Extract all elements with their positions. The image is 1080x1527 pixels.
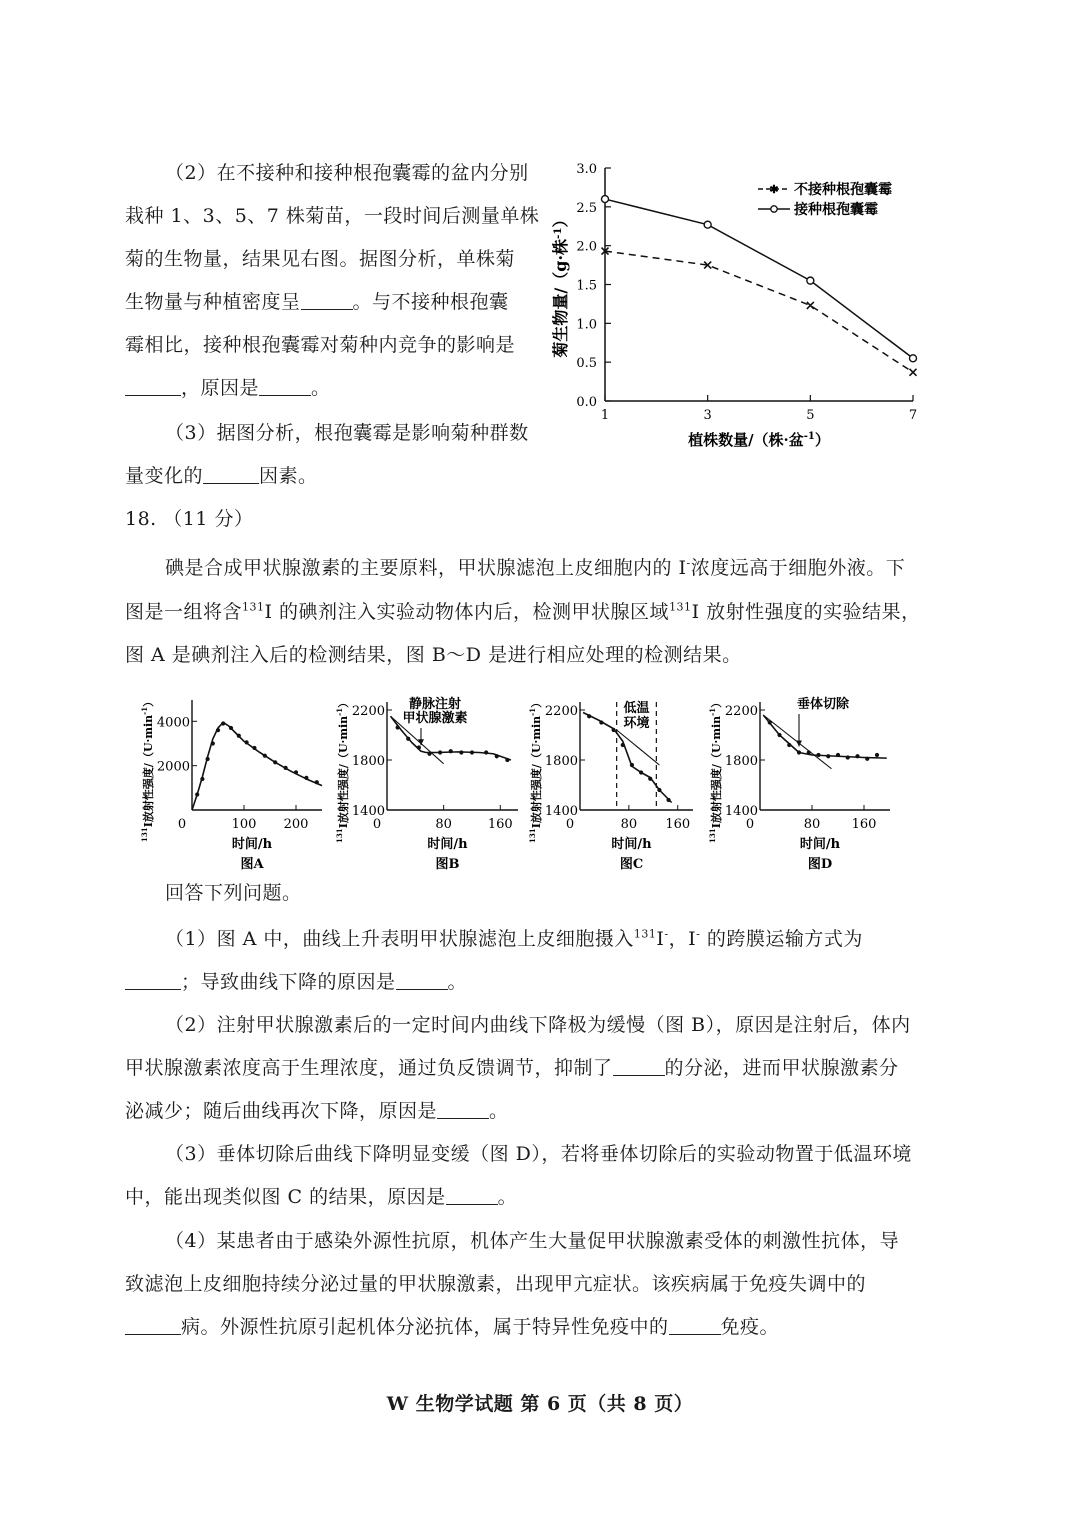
trend-line [763, 715, 831, 769]
q18-answer-prompt: 回答下列问题。 [165, 882, 302, 904]
q18-p3-line1: （3）垂体切除后曲线下降明显变缓（图 D），若将垂体切除后的实验动物置于低温环境 [165, 1143, 912, 1165]
y-axis-label-part: 131 [528, 828, 537, 844]
data-point [221, 721, 225, 725]
data-point [396, 725, 400, 729]
data-point [846, 755, 850, 759]
superscript: 131 [242, 600, 265, 614]
x-tick-label: 100 [231, 817, 257, 832]
data-point [807, 277, 814, 284]
y-axis-label-part: I放射性强度/（U·min [530, 715, 543, 829]
x-axis-label: 时间/h [427, 837, 468, 852]
data-point [284, 766, 288, 770]
q18-heading: 18. （11 分） [125, 508, 254, 530]
data-point [195, 792, 199, 796]
y-tick-label: 0.0 [576, 395, 597, 410]
y-axis-label [551, 211, 570, 357]
biomass-chart [540, 148, 940, 458]
data-point [836, 753, 840, 757]
annotation-text: 垂体切除 [796, 697, 850, 712]
x-tick-label: 160 [487, 817, 513, 832]
answer-blank[interactable] [259, 375, 311, 396]
superscript: - [696, 927, 701, 941]
y-axis-label-part: I放射性强度/（U·min [710, 715, 723, 829]
data-point [449, 749, 453, 753]
answer-blank[interactable] [203, 463, 259, 484]
series-line [605, 251, 913, 372]
q17-part2-line6 [125, 367, 331, 409]
chart-d [708, 688, 898, 878]
answer-blank[interactable] [446, 1184, 498, 1205]
trend-line [617, 730, 660, 765]
y-axis-label [528, 697, 543, 843]
superscript: 131 [669, 600, 692, 614]
y-axis-label-part: -1 [528, 707, 537, 716]
data-point [875, 753, 879, 757]
x-tick-label: 0 [372, 817, 382, 832]
q18-p2-line1: （2）注射甲状腺激素后的一定时间内曲线下降极为缓慢（图 B），原因是注射后，体内 [165, 1014, 911, 1036]
y-axis-label-part: ） [710, 696, 723, 708]
q17-part2-line4 [125, 281, 509, 323]
text: 因素。 [259, 465, 318, 487]
text: （1）图 A 中，曲线上升表明甲状腺滤泡上皮细胞摄入 [165, 928, 634, 950]
x-axis-label [688, 431, 830, 449]
y-tick-label: 1800 [544, 754, 578, 769]
data-point [910, 369, 917, 376]
y-axis-label-part: I放射性强度/（U·min [337, 715, 350, 829]
y-tick-label: 2.5 [576, 200, 597, 216]
data-point [630, 763, 634, 767]
y-axis-label-part: ） [551, 211, 570, 228]
data-point [294, 770, 298, 774]
data-point [417, 745, 421, 749]
data-point [826, 754, 830, 758]
q18-p2-line3 [125, 1090, 509, 1132]
data-point [865, 757, 869, 761]
data-point [797, 750, 801, 754]
text: 。与不接种根孢囊 [352, 291, 509, 313]
data-point [263, 754, 267, 758]
y-axis-label-part: -1 [552, 227, 564, 239]
data-point [211, 741, 215, 745]
text: 碘是合成甲状腺激素的主要原料，甲状腺滤泡上皮细胞内的 I [165, 557, 687, 579]
data-point [459, 750, 463, 754]
text: ；导致曲线下降的原因是 [181, 971, 396, 993]
q17-part2-line2: 栽种 1、3、5、7 株菊苗，一段时间后测量单株 [125, 205, 540, 227]
x-tick-label: 3 [703, 408, 712, 423]
y-axis-label-part: -1 [708, 707, 717, 716]
data-point [200, 777, 204, 781]
y-tick-label: 1.5 [576, 278, 597, 294]
data-point [237, 734, 241, 738]
data-point [855, 754, 859, 758]
x-tick-label: 80 [803, 817, 821, 832]
data-point [602, 196, 609, 203]
y-tick-label: 1.0 [576, 317, 597, 333]
y-tick-label: 0.5 [576, 356, 597, 372]
annotation-text: 静脉注射 [408, 697, 461, 712]
text: 。 [311, 377, 331, 399]
data-point [704, 221, 711, 228]
q18-p3-line2 [125, 1176, 517, 1218]
chart-label: 图D [807, 857, 833, 872]
text: I 的碘剂注入实验动物体内后，检测甲状腺区域 [264, 601, 670, 623]
text: 。 [447, 971, 468, 993]
q17-part3-line1: （3）据图分析，根孢囊霉是影响菊种群数 [165, 422, 529, 444]
superscript: - [664, 927, 669, 941]
answer-blank[interactable] [125, 969, 181, 990]
y-tick-label: 1400 [724, 804, 758, 819]
data-point [273, 760, 277, 764]
x-axis-label-part: 植株数量/（株·盆 [688, 431, 804, 449]
text: 病。外源性抗原引起机体分泌抗体，属于特异性免疫中的 [181, 1316, 669, 1338]
data-point [304, 776, 308, 780]
y-axis-label-part: 131 [140, 827, 149, 843]
text: 图是一组将含 [125, 601, 243, 623]
data-point [910, 355, 917, 362]
text: 的分泌，进而甲状腺激素分 [664, 1057, 899, 1079]
y-axis-label-part: 131 [708, 828, 717, 844]
data-point [245, 740, 249, 744]
x-axis-label: 时间/h [611, 837, 652, 852]
annotation-text: 甲状腺激素 [402, 711, 468, 726]
series-line [605, 199, 913, 358]
y-tick-label: 3.0 [576, 162, 597, 177]
y-axis-label-part: 菊生物量/（g·株 [551, 238, 570, 358]
chart-a [140, 688, 340, 878]
y-axis-label [335, 697, 350, 843]
data-point [587, 714, 591, 718]
annotation-text: 环境 [623, 716, 650, 731]
answer-blank[interactable] [125, 1314, 181, 1335]
data-point [315, 780, 319, 784]
q18-p4-line3 [125, 1306, 779, 1348]
data-point [216, 728, 220, 732]
y-axis-label-part: -1 [335, 707, 344, 716]
y-tick-label: 2200 [724, 704, 758, 719]
data-point [657, 788, 661, 792]
x-tick-label: 0 [745, 817, 755, 832]
text: 生物量与种植密度呈 [125, 291, 301, 313]
answer-blank[interactable] [437, 1098, 489, 1119]
legend-label: 不接种根孢囊霉 [794, 182, 892, 198]
text: 泌减少；随后曲线再次下降，原因是 [125, 1100, 438, 1122]
superscript: 131 [633, 927, 657, 941]
x-tick-label: 7 [908, 408, 918, 423]
data-point [505, 758, 509, 762]
data-point [807, 750, 811, 754]
data-point [666, 798, 670, 802]
x-tick-label: 80 [620, 817, 638, 832]
y-tick-label: 2.0 [576, 239, 597, 255]
text: ，原因是 [181, 377, 260, 399]
y-tick-label: 1800 [351, 754, 385, 769]
x-axis-label-part: -1 [803, 431, 815, 442]
x-tick-label: 0 [565, 817, 575, 832]
data-point [787, 743, 791, 747]
y-axis-label [140, 696, 155, 842]
data-point [648, 777, 652, 781]
text: 。 [497, 1186, 518, 1208]
annotation-text: 低温 [623, 701, 650, 716]
q18-intro-line2 [125, 591, 921, 633]
answer-blank[interactable] [669, 1314, 721, 1335]
data-point [611, 728, 615, 732]
data-point [807, 302, 814, 309]
y-axis-label-part: 131 [335, 828, 344, 844]
curve [763, 715, 887, 758]
q18-p2-line2 [125, 1047, 899, 1089]
data-point [495, 754, 499, 758]
page-footer: W 生物学试题 第 6 页（共 8 页） [386, 1393, 694, 1415]
text: 。 [489, 1100, 509, 1122]
text: 免疫。 [720, 1316, 780, 1338]
answer-blank[interactable] [125, 375, 181, 396]
x-axis-label: 时间/h [231, 837, 273, 852]
data-point [639, 770, 643, 774]
q18-p4-line2: 致滤泡上皮细胞持续分泌过量的甲状腺激素，出现甲亢症状。该疾病属于免疫失调中的 [125, 1273, 867, 1295]
x-tick-label: 1 [600, 408, 610, 423]
text: ，I [668, 928, 697, 950]
text: 中，能出现类似图 C 的结果，原因是 [125, 1186, 446, 1208]
x-tick-label: 160 [851, 817, 877, 832]
q18-p1-line1 [165, 918, 863, 960]
data-point [252, 746, 256, 750]
data-point [406, 737, 410, 741]
data-point [484, 750, 488, 754]
text: 的跨膜运输方式为 [700, 928, 863, 950]
x-tick-label: 80 [435, 817, 452, 832]
chart-label: 图A [240, 857, 264, 872]
text: I [656, 928, 665, 950]
y-axis-label-part: -1 [140, 706, 149, 715]
y-tick-label: 2200 [544, 704, 578, 719]
q18-intro-line3: 图 A 是碘剂注入后的检测结果，图 B～D 是进行相应处理的检测结果。 [125, 644, 742, 666]
text: I 放射性强度的实验结果， [691, 601, 921, 623]
q17-part3-line2 [125, 455, 318, 497]
superscript: - [686, 556, 691, 570]
data-point [816, 753, 820, 757]
y-tick-label: 2000 [156, 759, 190, 775]
text: 甲状腺激素浓度高于生理浓度，通过负反馈调节，抑制了 [125, 1057, 613, 1079]
x-tick-label: 200 [283, 817, 309, 832]
data-point [777, 733, 781, 737]
y-axis-label-part: ） [337, 696, 350, 708]
q18-intro-line1 [165, 547, 905, 589]
y-tick-label: 2200 [351, 704, 385, 719]
y-tick-label: 4000 [156, 715, 190, 731]
chart-b [335, 688, 530, 878]
x-tick-label: 5 [806, 408, 815, 423]
y-axis-label [708, 697, 723, 843]
q18-p4-line1: （4）某患者由于感染外源性抗原，机体产生大量促甲状腺激素受体的刺激性抗体，导 [165, 1230, 900, 1252]
legend-marker: ✱ [769, 183, 779, 196]
q17-part2-line1: （2）在不接种和接种根孢囊霉的盆内分别 [165, 162, 529, 184]
x-tick-label: 160 [665, 817, 691, 832]
data-point [229, 726, 233, 730]
x-axis-label-part: ） [814, 431, 830, 449]
legend-label: 接种根孢囊霉 [794, 202, 878, 218]
x-tick-label: 0 [177, 817, 187, 832]
curve [192, 722, 322, 810]
q18-p1-line2 [125, 961, 467, 1003]
chart-label: 图C [619, 857, 644, 872]
y-tick-label: 1800 [724, 754, 758, 769]
text: 量变化的 [125, 465, 204, 487]
data-point [206, 757, 210, 761]
q17-part2-line3: 菊的生物量，结果见右图。据图分析，单株菊 [125, 248, 516, 270]
chart-c [528, 688, 708, 878]
answer-blank[interactable] [613, 1055, 665, 1076]
y-axis-label-part: ） [142, 695, 155, 707]
text: 浓度远高于细胞外液。下 [690, 557, 906, 579]
data-point [470, 750, 474, 754]
answer-blank[interactable] [396, 969, 448, 990]
data-point [438, 750, 442, 754]
data-point [427, 752, 431, 756]
chart-label: 图B [435, 857, 460, 872]
y-tick-label: 1400 [544, 804, 578, 819]
data-point [599, 720, 603, 724]
legend-marker [771, 206, 777, 212]
q17-part2-line5: 霉相比，接种根孢囊霉对菊种内竞争的影响是 [125, 334, 516, 356]
data-point [768, 720, 772, 724]
data-point [621, 743, 625, 747]
y-axis-label-part: ） [530, 696, 543, 708]
x-axis-label: 时间/h [799, 837, 841, 852]
answer-blank[interactable] [301, 289, 353, 310]
y-tick-label: 1400 [351, 804, 385, 819]
y-axis-label-part: I放射性强度/（U·min [142, 714, 155, 828]
